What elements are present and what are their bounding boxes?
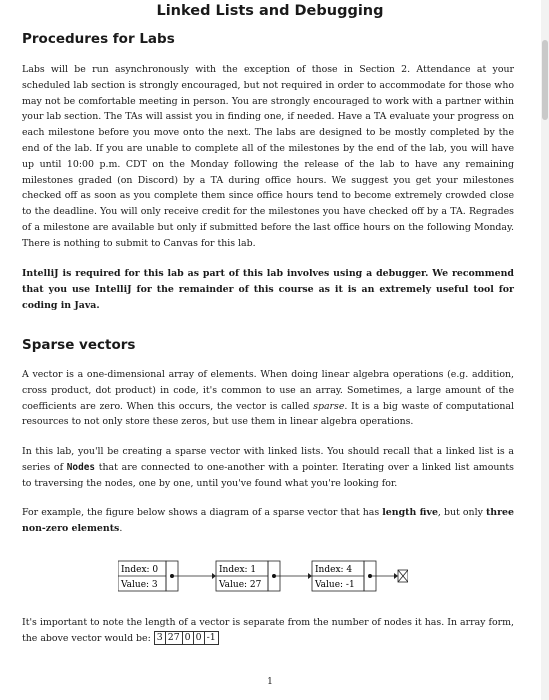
arrowhead-icon — [308, 573, 312, 579]
node-0 — [118, 561, 178, 591]
section-heading-procedures: Procedures for Labs — [22, 31, 175, 47]
null-terminator-icon — [398, 570, 408, 582]
node-2 — [312, 561, 376, 591]
node-0-index: Index: 0 — [121, 565, 159, 575]
procedures-paragraph: Labs will be run asynchronously with the exception of those in Section 2. Attendance at your scheduled lab section is strongly encouraged, but not required in order to accommodate for those who may not be comfortable meeting in person. You are strongly encouraged to work with a partner within your lab section. The TAs will assist you in finding one, if needed. Have a TA evaluate your progress on each milestone before you move onto the next. The labs are designed to be mostly completed by the end of the lab. If you are unable to complete all of the milestones by the end of the lab, you will have up until 10:00 p.m. CDT on the Monday following the release of the lab to have any remaining milestones graded (on Discord) by a TA during office hours. We suggest you get your milestones checked off as soon as you complete them since office hours tend to become extremely crowded close to the deadline. You will only receive credit for the milestones you have checked off by a TA. Regrades of a milestone are available but only if submitted before the last office hours on the following Monday. There is nothing to submit to Canvas for this lab. — [22, 64, 514, 249]
vertical-scrollbar[interactable] — [541, 0, 549, 700]
linked-list-paragraph: In this lab, you'll be creating a sparse vector with linked lists. You should recall that a linked list is a series of Nodes that are connected to one-another with a pointer. Iterating over a linked list amounts to traversing the nodes, one by one, until you've found what you're looking for. — [22, 446, 514, 489]
node-2-value: Value: -1 — [315, 580, 355, 590]
node-1-value: Value: 27 — [219, 580, 262, 590]
linked-list-diagram — [118, 556, 408, 596]
node-1-index: Index: 1 — [219, 565, 257, 575]
arrowhead-icon — [212, 573, 216, 579]
node-0-value: Value: 3 — [121, 580, 158, 590]
arrowhead-icon — [394, 573, 398, 579]
array-form-paragraph: It's important to note the length of a vector is separate from the number of nodes it has. In array form, the above vector would be: 3 27 0 0 -1 — [22, 617, 514, 644]
node-1 — [216, 561, 280, 591]
page-number: 1 — [267, 677, 273, 687]
example-paragraph: For example, the figure below shows a diagram of a sparse vector that has length five, but only three non-zero elements. — [22, 507, 514, 534]
vector-definition-paragraph: A vector is a one-dimensional array of elements. When doing linear algebra operations (e.g. addition, cross product, dot product) in code, it's common to use an array. Sometimes, a large amount of the coefficients are zero. When this occurs, the vector is called sparse. It is a big waste of computational resources to not only store these zeros, but use them in linear algebra operations. — [22, 369, 515, 428]
document-title: Linked Lists and Debugging — [156, 3, 384, 19]
scrollbar-thumb[interactable] — [542, 40, 548, 120]
node-2-index: Index: 4 — [315, 565, 353, 575]
array-form-box: 3 27 0 0 -1 — [154, 631, 219, 645]
intellij-paragraph: IntelliJ is required for this lab as part of this lab involves using a debugger. We recommend that you use IntelliJ for the remainder of this course as it is an extremely useful tool for coding in Java. — [22, 268, 514, 311]
section-heading-sparse-vectors: Sparse vectors — [22, 337, 136, 353]
